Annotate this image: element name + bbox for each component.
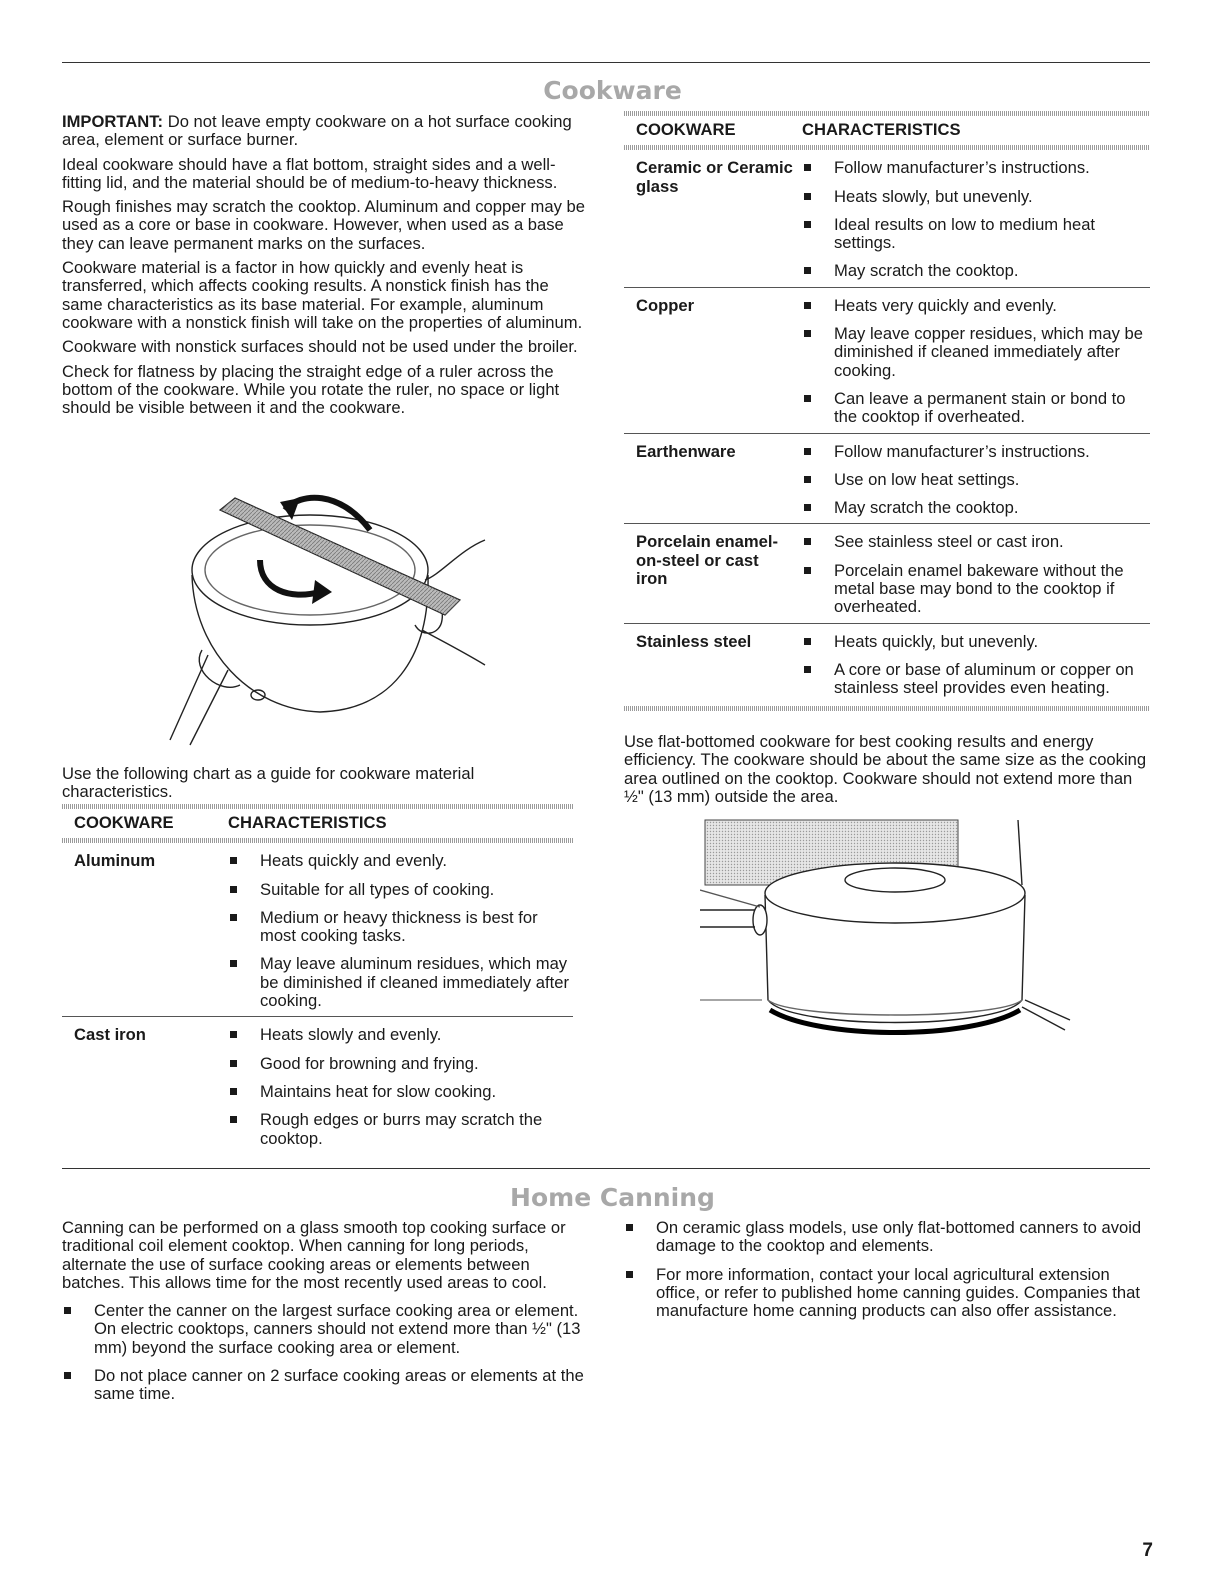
material-characteristics bbox=[802, 287, 1150, 433]
material-characteristics bbox=[802, 623, 1150, 703]
table-row bbox=[624, 623, 1150, 703]
list-item: Heats quickly, but unevenly. bbox=[802, 633, 1150, 651]
list-item: Suitable for all types of cooking. bbox=[228, 881, 573, 899]
header-characteristics: CHARACTERISTICS bbox=[228, 813, 387, 832]
list-item: Use on low heat settings. bbox=[802, 471, 1150, 489]
table-row bbox=[62, 1017, 573, 1154]
paragraph: Check for flatness by placing the straight edge of a ruler across the bottom of the cookware. While you rotate the ruler, no space or light should be visible between it and the cookware. bbox=[62, 361, 560, 418]
canning-right-column bbox=[624, 1219, 1150, 1320]
list-item: For more information, contact your local agricultural extension office, or refer to published home canning guides. Companies that manufacture home canning products can also offer assistance. bbox=[624, 1266, 1150, 1321]
material-name: Earthenware bbox=[624, 433, 802, 524]
table-row bbox=[624, 524, 1150, 623]
list-item: May leave copper residues, which may be diminished if cleaned immediately after cooking. bbox=[802, 325, 1150, 380]
material-name: Aluminum bbox=[74, 851, 156, 871]
material-name: Copper bbox=[624, 287, 802, 433]
material-characteristics bbox=[802, 150, 1150, 287]
table-row bbox=[624, 150, 1150, 287]
cookware-table-left bbox=[62, 804, 573, 1154]
header-characteristics: CHARACTERISTICS bbox=[802, 120, 961, 139]
material-characteristics bbox=[802, 433, 1150, 524]
paragraph: Cookware with nonstick surfaces should not be used under the broiler. bbox=[62, 337, 578, 357]
table-row bbox=[624, 433, 1150, 524]
list-item: Do not place canner on 2 surface cooking areas or elements at the same time. bbox=[62, 1367, 590, 1404]
list-item: Follow manufacturer’s instructions. bbox=[802, 443, 1150, 461]
list-item: Follow manufacturer’s instructions. bbox=[802, 159, 1150, 177]
list-item: May scratch the cooktop. bbox=[802, 262, 1150, 280]
list-item: Can leave a permanent stain or bond to the cooktop if overheated. bbox=[802, 390, 1150, 427]
material-characteristics bbox=[802, 524, 1150, 623]
list-item: May scratch the cooktop. bbox=[802, 499, 1150, 517]
list-item: Medium or heavy thickness is best for most cooking tasks. bbox=[228, 909, 573, 946]
list-item: Center the canner on the largest surface cooking area or element. On electric cooktops, canners should not extend more than ½" (13 mm) beyond the surface cooking area or element. bbox=[62, 1302, 590, 1357]
list-item: Porcelain enamel bakeware without the metal base may bond to the cooktop if overheated. bbox=[802, 562, 1150, 617]
material-name: Stainless steel bbox=[624, 623, 802, 703]
canning-top-rule bbox=[62, 1168, 1150, 1169]
list-item: See stainless steel or cast iron. bbox=[802, 533, 1150, 551]
header-cookware: COOKWARE bbox=[636, 120, 736, 139]
canning-right-list bbox=[624, 1219, 1150, 1320]
important-label: IMPORTANT: bbox=[62, 112, 164, 131]
list-item: Heats very quickly and evenly. bbox=[802, 297, 1150, 315]
list-item: A core or base of aluminum or copper on stainless steel provides even heating. bbox=[802, 661, 1150, 698]
material-characteristics bbox=[228, 843, 573, 1017]
top-rule bbox=[62, 62, 1150, 63]
page-number: 7 bbox=[1142, 1540, 1153, 1561]
canning-intro: Canning can be performed on a glass smooth top cooking surface or traditional coil element cooktop. When canning for long periods, alternate the use of surface cooking areas or elements between batches. This allows time for the most recently used areas to cool. bbox=[62, 1218, 566, 1292]
material-name: Porcelain enamel-on-steel or cast iron bbox=[624, 524, 802, 623]
ruler-flatness-illustration bbox=[160, 480, 500, 750]
list-item: Rough edges or burrs may scratch the cooktop. bbox=[228, 1111, 573, 1148]
header-cookware: COOKWARE bbox=[74, 813, 174, 832]
table-row bbox=[624, 287, 1150, 433]
list-item: Heats slowly, but unevenly. bbox=[802, 188, 1150, 206]
cookware-table-right bbox=[624, 111, 1150, 711]
list-item: May leave aluminum residues, which may be diminished if cleaned immediately after cooking. bbox=[228, 955, 573, 1010]
characteristics-table bbox=[624, 116, 1150, 704]
table-bottom-border bbox=[624, 706, 1150, 711]
pot-on-cooktop-illustration bbox=[700, 815, 1080, 1050]
cookware-title: Cookware bbox=[543, 76, 682, 105]
table-header-row bbox=[624, 116, 1150, 145]
important-text: Do not leave empty cookware on a hot surface cooking area, element or surface burner. bbox=[62, 112, 572, 150]
material-name: Ceramic or Ceramic glass bbox=[636, 158, 793, 196]
list-item: Heats quickly and evenly. bbox=[228, 852, 573, 870]
table-header-row bbox=[62, 809, 573, 838]
material-name: Cast iron bbox=[62, 1017, 228, 1154]
list-item: Ideal results on low to medium heat settings. bbox=[802, 216, 1150, 253]
chart-intro: Use the following chart as a guide for cookware material characteristics. bbox=[62, 764, 475, 802]
paragraph: Cookware material is a factor in how quickly and evenly heat is transferred, which affects cooking results. A nonstick finish has the same characteristics as its base material. For example, aluminum cookware with a nonstick finish will take on the properties of aluminum. bbox=[62, 258, 583, 332]
paragraph: Rough finishes may scratch the cooktop. Aluminum and copper may be used as a core or base in cookware. However, when used as a base they can leave permanent marks on the surfaces. bbox=[62, 197, 585, 253]
list-item: Heats slowly and evenly. bbox=[228, 1026, 573, 1044]
canning-left-column bbox=[62, 1219, 590, 1404]
flat-bottom-text: Use flat-bottomed cookware for best cooking results and energy efficiency. The cookware should be about the same size as the cooking area outlined on the cooktop. Cookware should not extend more than ½" (13 mm) outside the area. bbox=[624, 732, 1147, 806]
material-characteristics bbox=[228, 1017, 573, 1154]
important-note bbox=[62, 113, 590, 150]
list-item: Maintains heat for slow cooking. bbox=[228, 1083, 573, 1101]
paragraph: Ideal cookware should have a flat bottom, straight sides and a well-fitting lid, and the material should be of medium-to-heavy thickness. bbox=[62, 154, 558, 192]
list-item: Good for browning and frying. bbox=[228, 1055, 573, 1073]
list-item: On ceramic glass models, use only flat-bottomed canners to avoid damage to the cooktop and elements. bbox=[624, 1219, 1150, 1256]
table-row bbox=[62, 843, 573, 1017]
home-canning-title: Home Canning bbox=[510, 1183, 715, 1212]
characteristics-table bbox=[62, 809, 573, 1154]
canning-left-list bbox=[62, 1302, 590, 1403]
cookware-left-text bbox=[62, 113, 590, 423]
